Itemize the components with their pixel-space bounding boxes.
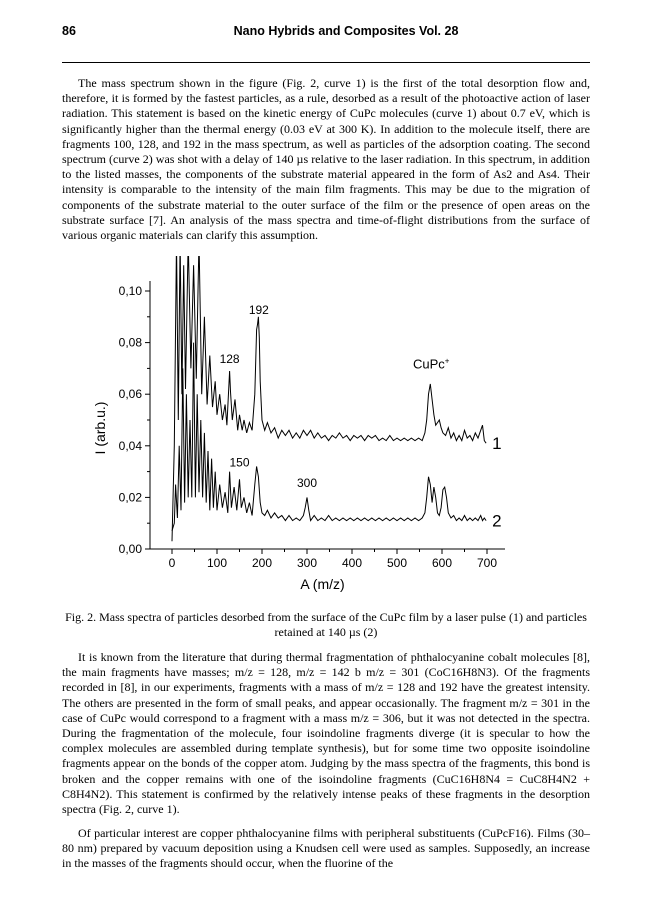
x-tick-label: 400 bbox=[341, 556, 363, 570]
body-paragraph-1: The mass spectrum shown in the figure (Fig. 2, curve 1) is the first of the total desorption flow and, therefore, it is formed by the fastest particles, as a rule, desorbed as a result of the photoactive action of laser radiation. This statement is based on the kinetic energy of CuPc molecules (curve 1) about 0.7 eV, which is significantly higher than the thermal energy (0.03 eV at 300 K). In addition to the molecule itself, there are fragments 100, 128, and 192 in the mass spectrum, as well as particles of the adsorption coating. The second spectrum (curve 2) was shot with a delay of 140 µs relative to the laser radiation. In this spectrum, in addition to the listed masses, the components of the substrate material appeared in the form of As2 and As4. Their intensity is comparable to the intensity of the main film fragments. This may be due to the migration of components of the substrate material to the outer surface of the film or the presence of open areas on the substrate surface [7]. An analysis of the mass spectra and time-of-flight distributions from the surface of various organic materials can clarify this assumption. bbox=[62, 76, 590, 243]
peak-annotation: 150 bbox=[229, 455, 250, 470]
chart-series bbox=[172, 256, 486, 541]
peak-annotation: 128 bbox=[219, 352, 240, 367]
journal-title: Nano Hybrids and Composites Vol. 28 bbox=[233, 24, 459, 38]
x-tick-label: 0 bbox=[168, 556, 176, 570]
x-tick-label: 300 bbox=[296, 556, 318, 570]
peak-annotation: 300 bbox=[296, 476, 318, 491]
body-paragraph-2: It is known from the literature that during thermal fragmentation of phthalocyanine cobalt molecules [8], the main fragments have masses; m/z = 128, m/z = 142 b m/z = 301 (CoC16H8N3). Of the fragments recorded in [8], in our experiments, fragments with a mass of m/z = 128 and 192 have the greatest intensity. The others are presented in the form of small peaks, and appear occasionally. The fragment m/z = 301 in the case of CuPc would correspond to a fragment with a mass m/z = 306, but it was not detected in the spectra. During the fragmentation of the molecule, four isoindoline fragments diverge (it is specular to how the complex molecules are assembled during template synthesis), but for some time two opposite isoindoline fragments appear on the bonds of the copper atom. Judging by the mass spectra of the fragments, this bond is broken and the copper remains with one of the isoindoline fragments (CuC16H8N4 = CuC8H4N2 + C8H4N2). This statement is confirmed by the relatively intense peaks of these fragments in the desorption spectra (Fig. 2, curve 1). bbox=[62, 650, 590, 817]
header-rule bbox=[62, 62, 590, 63]
y-tick-label: 0,08 bbox=[118, 335, 142, 350]
y-tick-label: 0,10 bbox=[118, 284, 142, 298]
peak-annotation: CuPc+ bbox=[412, 356, 450, 372]
series-1-label: 1 bbox=[492, 434, 502, 454]
body-paragraph-3: Of particular interest are copper phthalocyanine films with peripheral substituents (CuPcF16). Films (30–80 nm) prepared by vacuum deposition using a Knudsen cell were used as samples. Supposedly, an increase in the masses of the fragments should occur, when the fluorine of the bbox=[62, 826, 590, 871]
x-tick-label: 200 bbox=[251, 556, 273, 570]
y-axis-label: I (arb.u.) bbox=[92, 401, 108, 455]
chart-axes bbox=[150, 281, 505, 549]
superscript-plus: + bbox=[444, 356, 450, 366]
x-tick-label: 500 bbox=[386, 556, 408, 570]
figure-caption: Fig. 2. Mass spectra of particles desorbed from the surface of the CuPc film by a laser pulse (1) and particles retained at 140 µs (2) bbox=[65, 610, 587, 639]
y-tick-label: 0,00 bbox=[118, 542, 142, 556]
x-tick-label: 100 bbox=[206, 556, 228, 570]
series-2-label: 2 bbox=[492, 511, 502, 531]
mass-spectrum-figure bbox=[0, 256, 650, 606]
x-axis-label: A (m/z) bbox=[300, 576, 345, 592]
x-tick-label: 600 bbox=[431, 556, 453, 570]
x-tick-label: 700 bbox=[476, 556, 498, 570]
series-1-line bbox=[172, 256, 486, 541]
y-tick-label: 0,02 bbox=[118, 490, 142, 505]
page-header bbox=[62, 24, 590, 44]
y-tick-label: 0,04 bbox=[118, 438, 142, 453]
peak-annotation: 192 bbox=[248, 303, 269, 318]
y-tick-label: 0,06 bbox=[118, 387, 142, 402]
page-number: 86 bbox=[62, 24, 76, 38]
